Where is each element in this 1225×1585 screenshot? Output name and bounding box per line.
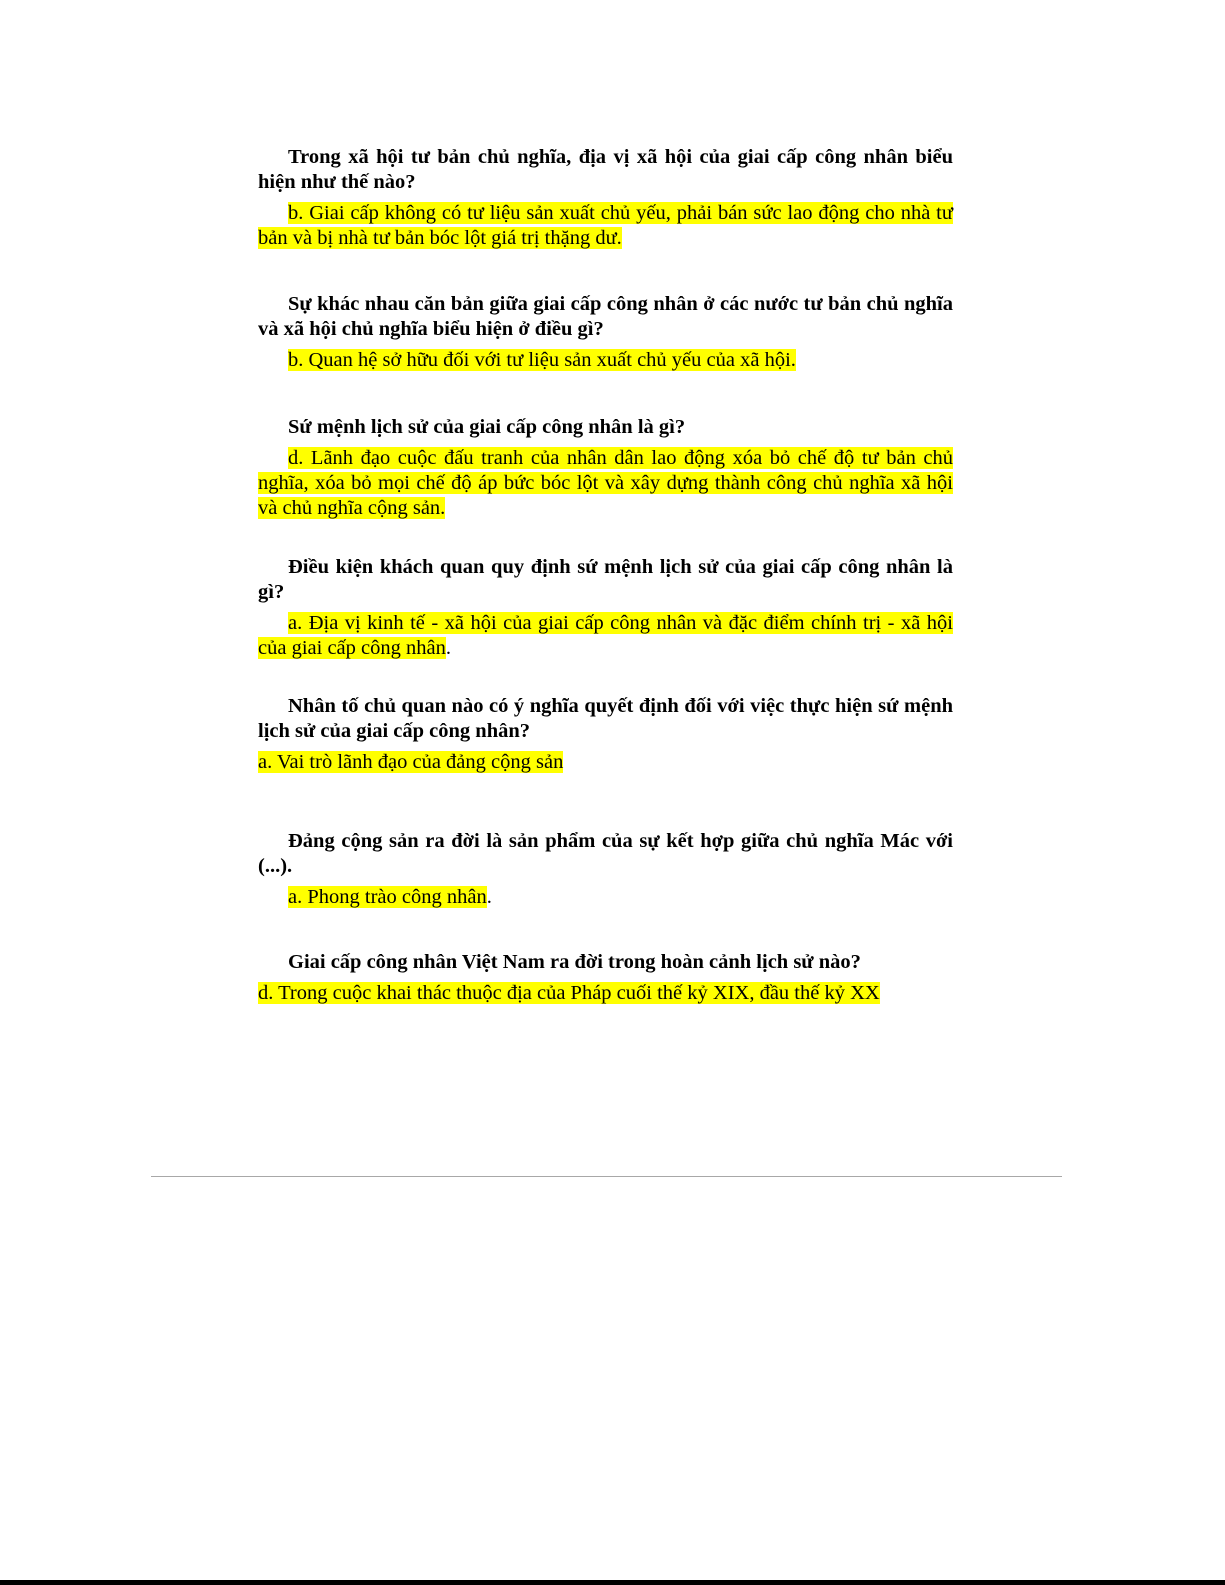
question-text: Nhân tố chủ quan nào có ý nghĩa quyết định đối với việc thực hiện sứ mệnh lịch sử của giai cấp công nhân? (258, 695, 953, 742)
qa-item-5 (258, 694, 953, 775)
qa-item-6 (258, 829, 953, 910)
answer-highlight: a. Vai trò lãnh đạo của đảng cộng sản (258, 751, 564, 773)
answer-highlight: d. Lãnh đạo cuộc đấu tranh của nhân dân lao động xóa bỏ chế độ tư bản chủ nghĩa, xóa bỏ mọi chế độ áp bức bóc lột và xây dựng thành công chủ nghĩa xã hội và chủ nghĩa cộng sản. (258, 447, 953, 519)
qa-item-1 (258, 145, 953, 251)
question-text: Điều kiện khách quan quy định sứ mệnh lịch sử của giai cấp công nhân là gì? (258, 556, 953, 603)
answer-text (258, 885, 953, 910)
answer-highlight: b. Quan hệ sở hữu đối với tư liệu sản xuất chủ yếu của xã hội. (288, 349, 796, 371)
answer-highlight: d. Trong cuộc khai thác thuộc địa của Pháp cuối thế kỷ XIX, đầu thế kỷ XX (258, 982, 880, 1004)
answer-highlight: b. Giai cấp không có tư liệu sản xuất chủ yếu, phải bán sức lao động cho nhà tư bản và bị nhà tư bản bóc lột giá trị thặng dư. (258, 202, 953, 249)
answer-text (258, 348, 953, 373)
answer-text (258, 611, 953, 661)
qa-item-2 (258, 292, 953, 373)
question-text: Giai cấp công nhân Việt Nam ra đời trong hoàn cảnh lịch sử nào? (288, 951, 861, 973)
question-text: Đảng cộng sản ra đời là sản phẩm của sự kết hợp giữa chủ nghĩa Mác với (...). (258, 830, 953, 877)
page-bottom-edge (0, 1580, 1225, 1585)
question-text: Sứ mệnh lịch sử của giai cấp công nhân là gì? (288, 416, 686, 438)
qa-item-4 (258, 555, 953, 661)
answer-text (258, 750, 953, 775)
answer-tail: . (445, 637, 451, 659)
qa-item-3 (258, 415, 953, 521)
page-separator (151, 1176, 1062, 1177)
answer-highlight: a. Địa vị kinh tế - xã hội của giai cấp công nhân và đặc điểm chính trị - xã hội của giai cấp công nhân (258, 612, 953, 659)
answer-text (258, 981, 953, 1006)
qa-item-7 (258, 950, 953, 1006)
answer-text (258, 446, 953, 521)
answer-text (258, 201, 953, 251)
answer-highlight: a. Phong trào công nhân (288, 886, 487, 908)
question-text: Sự khác nhau căn bản giữa giai cấp công nhân ở các nước tư bản chủ nghĩa và xã hội chủ nghĩa biểu hiện ở điều gì? (258, 293, 953, 340)
answer-tail: . (486, 886, 492, 908)
question-text: Trong xã hội tư bản chủ nghĩa, địa vị xã hội của giai cấp công nhân biểu hiện như thế nào? (258, 146, 953, 193)
